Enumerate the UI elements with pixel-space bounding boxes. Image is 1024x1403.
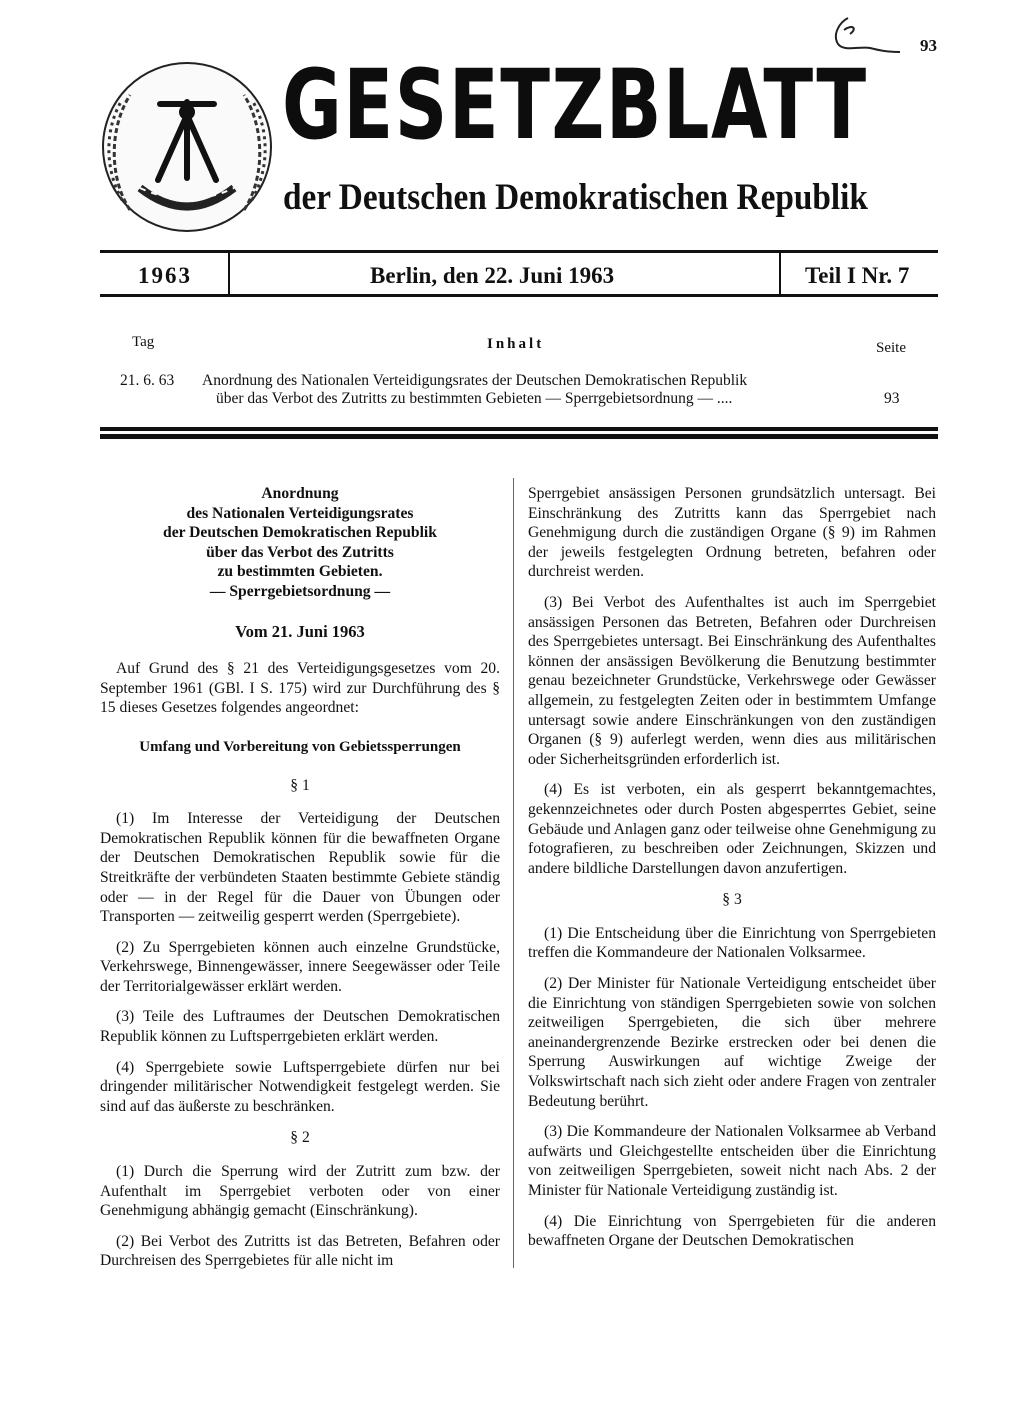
issue-bar-top-rule bbox=[100, 250, 938, 253]
decree-date: Vom 21. Juni 1963 bbox=[235, 621, 365, 641]
toc-entry-day: 21. 6. 63 bbox=[120, 372, 175, 389]
paragraph-text: (4) Sperrgebiete sowie Luftsperrgebiete dürfen nur bei dringender militärischer Notwendigkeit festgelegt werden. Sie sind auf das äußerste zu beschränken. bbox=[100, 1058, 500, 1115]
paragraph-text: (3) Die Kommandeure der Nationalen Volksarmee ab Verband aufwärts und Gleichgestellte entscheiden über die Einrichtung von zeitweiligen Sperrgebieten, soweit nicht nach Abs. 2 der Minister für Nationale Verteidigung zuständig ist. bbox=[528, 1123, 936, 1199]
paragraph-text: (2) Bei Verbot des Zutritts ist das Betreten, Befahren oder Durchreisen des Sperrgebietes für alle nicht im bbox=[100, 1232, 500, 1270]
paragraph-text: (2) Der Minister für Nationale Verteidigung entscheidet über die Einrichtung von ständigen Sperrgebieten sowie von solchen zeitweiligen Sperrgebieten, die sich über mehrere aneinandergrenzende Bezirke erstrecken oder bei denen die Sperrung Auswirkungen auf wichtige Zweige der Volkswirtschaft nach sich zieht oder andere Fragen von zentraler Bedeutung berührt. bbox=[528, 975, 936, 1110]
paragraph-text: (3) Teile des Luftraumes der Deutschen Demokratischen Republik können zu Luftsperrgebieten erklärt werden. bbox=[100, 1008, 500, 1046]
paragraph-text: (4) Die Einrichtung von Sperrgebieten für die anderen bewaffneten Organe der Deutschen Demokratischen bbox=[528, 1212, 936, 1250]
decree-title-line: über das Verbot des Zutritts bbox=[206, 543, 394, 561]
toc-entry-page: 93 bbox=[884, 390, 900, 407]
section-heading: Umfang und Vorbereitung von Gebietssperrungen bbox=[139, 738, 461, 755]
handwritten-mark bbox=[812, 12, 902, 58]
issue-bar-divider bbox=[779, 252, 781, 296]
paragraph-text: (1) Durch die Sperrung wird der Zutritt zum bzw. der Aufenthalt im Sperrgebiet verboten oder von einer Genehmigung abhängig gemacht (Einschränkung). bbox=[100, 1163, 500, 1220]
text-column-left bbox=[100, 484, 500, 1282]
toc-header-day: Tag bbox=[132, 334, 155, 350]
issue-bar-bottom-rule bbox=[100, 294, 938, 297]
toc-header-page: Seite bbox=[876, 340, 906, 356]
issue-place-date: Berlin, den 22. Juni 1963 bbox=[370, 263, 615, 288]
toc-header-content: Inhalt bbox=[487, 336, 545, 352]
decree-title-line: des Nationalen Verteidigungsrates bbox=[186, 504, 414, 522]
issue-bar-divider bbox=[228, 252, 230, 296]
decree-title-line: Anordnung bbox=[261, 485, 339, 502]
paragraph-text: (2) Zu Sperrgebieten können auch einzelne Grundstücke, Verkehrswege, Binnengewässer, innere Seegewässer oder Teile der Territorialgewässer erklärt werden. bbox=[100, 938, 500, 995]
issue-year: 1963 bbox=[138, 263, 192, 288]
decree-title-line: zu bestimmten Gebieten. bbox=[217, 563, 383, 581]
decree-short-title: — Sperrgebietsordnung — bbox=[209, 582, 391, 600]
issue-part-number: Teil I Nr. 7 bbox=[805, 263, 910, 288]
paragraph-sign: § 3 bbox=[722, 891, 742, 909]
paragraph-text: Sperrgebiet ansässigen Personen grundsätzlich untersagt. Bei Einschränkung des Zutritts kann das Sperrgebiet nach Genehmigung durch die zuständigen Organe (§ 9) im Rahmen der jeweils festgelegten Ordnung betreten, befahren oder durchreist werden. bbox=[528, 485, 936, 581]
paragraph-text: (1) Im Interesse der Verteidigung der Deutschen Demokratischen Republik können für die bewaffneten Organe der Deutschen Demokratischen Republik sowie für die Streitkräfte der verbündeten Staaten bestimmte Gebiete ständig oder — in der Regel für die Dauer von Übungen oder Transporten — zeitweilig gesperrt werden (Sperrgebiete). bbox=[100, 810, 500, 926]
toc-rule bbox=[100, 427, 938, 431]
state-emblem-icon bbox=[100, 60, 274, 234]
decree-preamble: Auf Grund des § 21 des Verteidigungsgesetzes vom 20. September 1961 (GBl. I S. 175) wird zur Durchführung des § 15 dieses Gesetzes folgendes angeordnet: bbox=[100, 660, 500, 717]
gazette-title: GESETZBLATT bbox=[282, 49, 868, 161]
toc-entry-title-cont: über das Verbot des Zutritts zu bestimmten Gebieten — Sperrgebietsordnung — .... bbox=[216, 390, 733, 407]
toc-entry-title: Anordnung des Nationalen Verteidigungsrates der Deutschen Demokratischen Republik bbox=[202, 372, 748, 389]
toc-rule bbox=[100, 434, 938, 439]
paragraph-text: (1) Die Entscheidung über die Einrichtung von Sperrgebieten treffen die Kommandeure der Nationalen Volksarmee. bbox=[528, 924, 936, 962]
paragraph-text: (4) Es ist verboten, ein als gesperrt bekanntgemachtes, gekennzeichnetes oder durch Posten abgesperrtes Gebiet, seine Gebäude und Anlagen ganz oder teilweise ohne Genehmigung zu fotografieren, zu beschreiben oder Zeichnungen, Skizzen und andere bildliche Darstellungen davon anzufertigen. bbox=[528, 781, 936, 877]
paragraph-text: (3) Bei Verbot des Aufenthaltes ist auch im Sperrgebiet ansässigen Personen das Betreten, Befahren oder Durchreisen des Sperrgebietes untersagt. Bei Einschränkung des Aufenthaltes können der ansässigen Bevölkerung die Benutzung bestimmter genau bezeichneter Grundstücke, Verkehrswege oder Gewässer allgemein, zu festgelegten Zeiten oder in bestimmtem Umfange untersagt sowie andere Einschränkungen von den zuständigen Organen (§ 9) auferlegt werden, wenn dies aus militärischen oder Sicherheitsgründen erforderlich ist. bbox=[528, 593, 936, 768]
column-divider bbox=[513, 478, 514, 1268]
page-number: 93 bbox=[920, 36, 937, 55]
paragraph-sign: § 1 bbox=[290, 776, 310, 794]
text-column-right bbox=[528, 484, 936, 1262]
decree-title-line: der Deutschen Demokratischen Republik bbox=[163, 524, 437, 542]
paragraph-sign: § 2 bbox=[290, 1129, 310, 1147]
gazette-subtitle: der Deutschen Demokratischen Republik bbox=[283, 177, 868, 218]
